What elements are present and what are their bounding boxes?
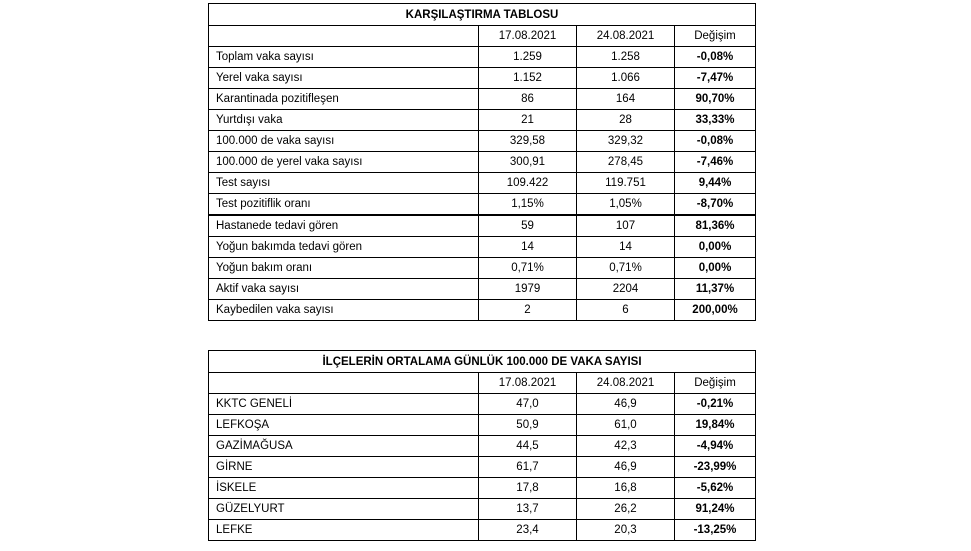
district-cases-table [208, 350, 756, 541]
row-label: Test pozitiflik oranı [209, 194, 479, 216]
district-label: LEFKOŞA [209, 415, 479, 436]
row-label: Aktif vaka sayısı [209, 279, 479, 300]
value-cell: 2204 [577, 279, 675, 300]
change-cell: -13,25% [675, 520, 756, 541]
value-cell: 14 [577, 237, 675, 258]
value-cell: 329,58 [479, 131, 577, 152]
table-row [209, 394, 756, 415]
value-cell: 6 [577, 300, 675, 321]
table-row [209, 215, 756, 237]
table-row [209, 237, 756, 258]
table-row [209, 258, 756, 279]
value-cell: 107 [577, 215, 675, 237]
value-cell: 28 [577, 110, 675, 131]
table-row [209, 279, 756, 300]
table-row [209, 194, 756, 216]
row-label: 100.000 de yerel vaka sayısı [209, 152, 479, 173]
change-cell: 81,36% [675, 215, 756, 237]
row-label: 100.000 de vaka sayısı [209, 131, 479, 152]
value-cell: 20,3 [577, 520, 675, 541]
value-cell: 50,9 [479, 415, 577, 436]
value-cell: 1.152 [479, 68, 577, 89]
header-cell-date-2: 24.08.2021 [577, 373, 675, 394]
value-cell: 61,7 [479, 457, 577, 478]
change-cell: -0,08% [675, 131, 756, 152]
row-label: Yoğun bakımda tedavi gören [209, 237, 479, 258]
row-label: Yoğun bakım oranı [209, 258, 479, 279]
row-label: Toplam vaka sayısı [209, 47, 479, 68]
comparison-table [208, 3, 756, 321]
table-row [209, 173, 756, 194]
change-cell: -0,08% [675, 47, 756, 68]
row-label: Kaybedilen vaka sayısı [209, 300, 479, 321]
value-cell: 329,32 [577, 131, 675, 152]
change-cell: -23,99% [675, 457, 756, 478]
change-cell: 11,37% [675, 279, 756, 300]
header-cell-date-1: 17.08.2021 [479, 26, 577, 47]
change-cell: 200,00% [675, 300, 756, 321]
change-cell: 19,84% [675, 415, 756, 436]
value-cell: 14 [479, 237, 577, 258]
header-cell-date-1: 17.08.2021 [479, 373, 577, 394]
district-label: GÜZELYURT [209, 499, 479, 520]
table-row [209, 457, 756, 478]
value-cell: 86 [479, 89, 577, 110]
district-label: İSKELE [209, 478, 479, 499]
change-cell: 33,33% [675, 110, 756, 131]
table-row [209, 478, 756, 499]
change-cell: -4,94% [675, 436, 756, 457]
value-cell: 0,71% [479, 258, 577, 279]
value-cell: 21 [479, 110, 577, 131]
value-cell: 1,15% [479, 194, 577, 216]
comparison-table-header-row [209, 26, 756, 47]
change-cell: -8,70% [675, 194, 756, 216]
change-cell: 90,70% [675, 89, 756, 110]
value-cell: 1.259 [479, 47, 577, 68]
header-cell-change: Değişim [675, 26, 756, 47]
value-cell: 59 [479, 215, 577, 237]
header-cell [209, 26, 479, 47]
table-row [209, 152, 756, 173]
value-cell: 61,0 [577, 415, 675, 436]
header-cell-change: Değişim [675, 373, 756, 394]
table-row [209, 520, 756, 541]
value-cell: 42,3 [577, 436, 675, 457]
value-cell: 1,05% [577, 194, 675, 216]
value-cell: 1979 [479, 279, 577, 300]
value-cell: 119.751 [577, 173, 675, 194]
table-row [209, 110, 756, 131]
value-cell: 26,2 [577, 499, 675, 520]
change-cell: 0,00% [675, 237, 756, 258]
value-cell: 46,9 [577, 457, 675, 478]
change-cell: 9,44% [675, 173, 756, 194]
district-label: LEFKE [209, 520, 479, 541]
district-label: GİRNE [209, 457, 479, 478]
row-label: Test sayısı [209, 173, 479, 194]
value-cell: 1.258 [577, 47, 675, 68]
district-table-header-row [209, 373, 756, 394]
value-cell: 46,9 [577, 394, 675, 415]
value-cell: 47,0 [479, 394, 577, 415]
table-row [209, 131, 756, 152]
change-cell: -7,46% [675, 152, 756, 173]
value-cell: 23,4 [479, 520, 577, 541]
row-label: Karantinada pozitifleşen [209, 89, 479, 110]
district-table-title: İLÇELERİN ORTALAMA GÜNLÜK 100.000 DE VAKA SAYISI [209, 351, 756, 373]
header-cell [209, 373, 479, 394]
value-cell: 109.422 [479, 173, 577, 194]
change-cell: -5,62% [675, 478, 756, 499]
change-cell: 91,24% [675, 499, 756, 520]
value-cell: 17,8 [479, 478, 577, 499]
value-cell: 16,8 [577, 478, 675, 499]
value-cell: 164 [577, 89, 675, 110]
value-cell: 44,5 [479, 436, 577, 457]
value-cell: 300,91 [479, 152, 577, 173]
row-label: Hastanede tedavi gören [209, 215, 479, 237]
value-cell: 0,71% [577, 258, 675, 279]
table-row [209, 300, 756, 321]
change-cell: -7,47% [675, 68, 756, 89]
table-row [209, 436, 756, 457]
row-label: Yurtdışı vaka [209, 110, 479, 131]
change-cell: -0,21% [675, 394, 756, 415]
change-cell: 0,00% [675, 258, 756, 279]
comparison-table-title: KARŞILAŞTIRMA TABLOSU [209, 4, 756, 26]
table-row [209, 47, 756, 68]
header-cell-date-2: 24.08.2021 [577, 26, 675, 47]
table-row [209, 68, 756, 89]
row-label: Yerel vaka sayısı [209, 68, 479, 89]
value-cell: 278,45 [577, 152, 675, 173]
table-row [209, 415, 756, 436]
value-cell: 1.066 [577, 68, 675, 89]
table-row [209, 499, 756, 520]
district-label: KKTC GENELİ [209, 394, 479, 415]
district-label: GAZİMAĞUSA [209, 436, 479, 457]
value-cell: 2 [479, 300, 577, 321]
table-row [209, 89, 756, 110]
value-cell: 13,7 [479, 499, 577, 520]
